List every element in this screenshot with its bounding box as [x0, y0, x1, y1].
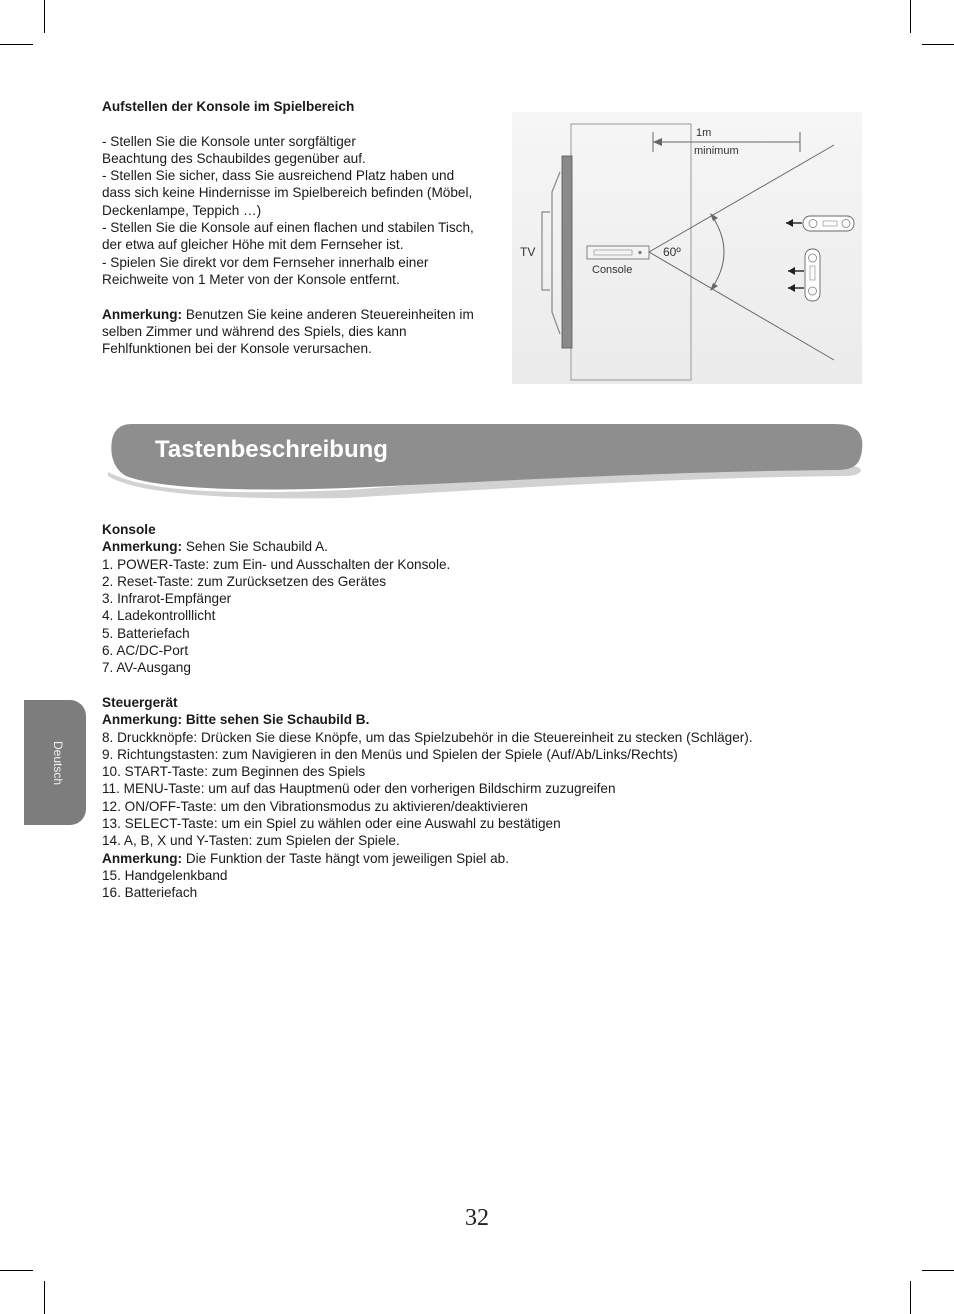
note-label: Anmerkung: — [102, 850, 183, 866]
list-item: 14. A, B, X und Y-Tasten: zum Spielen der Spiele. — [102, 833, 400, 849]
list-item: 6. AC/DC-Port — [102, 643, 189, 659]
list-item: 3. Infrarot-Empfänger — [102, 591, 232, 607]
list-item: 7. AV-Ausgang — [102, 660, 191, 676]
note-text: Die Funktion der Taste hängt vom jeweiligen Spiel ab. — [182, 850, 510, 866]
page-number: 32 — [465, 1205, 489, 1231]
setup-line: dass sich keine Hindernisse im Spielbereich befinden (Möbel, — [102, 185, 473, 201]
note-text: Sehen Sie Schaubild A. — [182, 539, 328, 555]
list-item: 13. SELECT-Taste: um ein Spiel zu wählen oder eine Auswahl zu bestätigen — [102, 816, 561, 832]
minimum-label: minimum — [694, 145, 739, 157]
setup-line: - Stellen Sie die Konsole unter sorgfältiger — [102, 133, 356, 149]
list-item: 12. ON/OFF-Taste: um den Vibrationsmodus zu aktivieren/deaktivieren — [102, 798, 528, 814]
list-item: 11. MENU-Taste: um auf das Hauptmenü oder den vorherigen Bildschirm zuzugreifen — [102, 781, 616, 797]
list-item: 16. Batteriefach — [102, 885, 198, 901]
setup-line: der etwa auf gleicher Höhe mit dem Fernseher ist. — [102, 237, 404, 253]
distance-label: 1m — [696, 127, 712, 139]
placement-diagram — [512, 112, 862, 384]
angle-label: 60º — [663, 245, 681, 259]
section-title: Tastenbeschreibung — [155, 436, 388, 463]
steuergeraet-note: Anmerkung: Bitte sehen Sie Schaubild B. — [102, 712, 370, 728]
list-item: 10. START-Taste: zum Beginnen des Spiels — [102, 764, 366, 780]
tv-label: TV — [520, 245, 536, 259]
note-text: Benutzen Sie keine anderen Steuereinheiten im — [182, 306, 474, 322]
setup-line: Deckenlampe, Teppich …) — [102, 202, 262, 218]
note-label: Anmerkung: — [102, 306, 183, 322]
list-item: 9. Richtungstasten: zum Navigieren in den Menüs und Spielen der Spiele (Auf/Ab/Links/Rechts) — [102, 746, 678, 762]
steuergeraet-note-2 — [102, 850, 753, 867]
setup-note-line: selben Zimmer und während des Spiels, dies kann — [102, 323, 407, 339]
setup-note-line: Fehlfunktionen bei der Konsole verursachen. — [102, 341, 372, 357]
setup-line: Reichweite von 1 Meter von der Konsole entfernt. — [102, 271, 400, 287]
konsole-note — [102, 538, 753, 555]
setup-section — [102, 98, 474, 357]
steuergeraet-heading: Steuergerät — [102, 694, 178, 710]
list-item: 5. Batteriefach — [102, 625, 190, 641]
setup-line: - Stellen Sie sicher, dass Sie ausreichend Platz haben und — [102, 168, 455, 184]
note-label: Anmerkung: — [102, 539, 183, 555]
setup-note — [102, 306, 474, 323]
console-label: Console — [592, 264, 633, 276]
konsole-section — [102, 521, 753, 902]
setup-line: - Spielen Sie direkt vor dem Fernseher innerhalb einer — [102, 254, 429, 270]
list-item: 8. Druckknöpfe: Drücken Sie diese Knöpfe, um das Spielzubehör in die Steuereinheit zu stecken (Schläger). — [102, 729, 753, 745]
language-tab-label: Deutsch — [51, 740, 65, 786]
konsole-heading: Konsole — [102, 522, 156, 537]
setup-line: - Stellen Sie die Konsole auf einen flachen und stabilen Tisch, — [102, 220, 474, 236]
list-item: 1. POWER-Taste: zum Ein- und Ausschalten der Konsole. — [102, 556, 451, 572]
setup-line: Beachtung des Schaubildes gegenüber auf. — [102, 150, 366, 166]
list-item: 4. Ladekontrolllicht — [102, 608, 216, 624]
list-item: 15. Handgelenkband — [102, 867, 228, 883]
setup-heading: Aufstellen der Konsole im Spielbereich — [102, 99, 355, 114]
language-tab — [24, 700, 86, 825]
list-item: 2. Reset-Taste: zum Zurücksetzen des Gerätes — [102, 573, 387, 589]
